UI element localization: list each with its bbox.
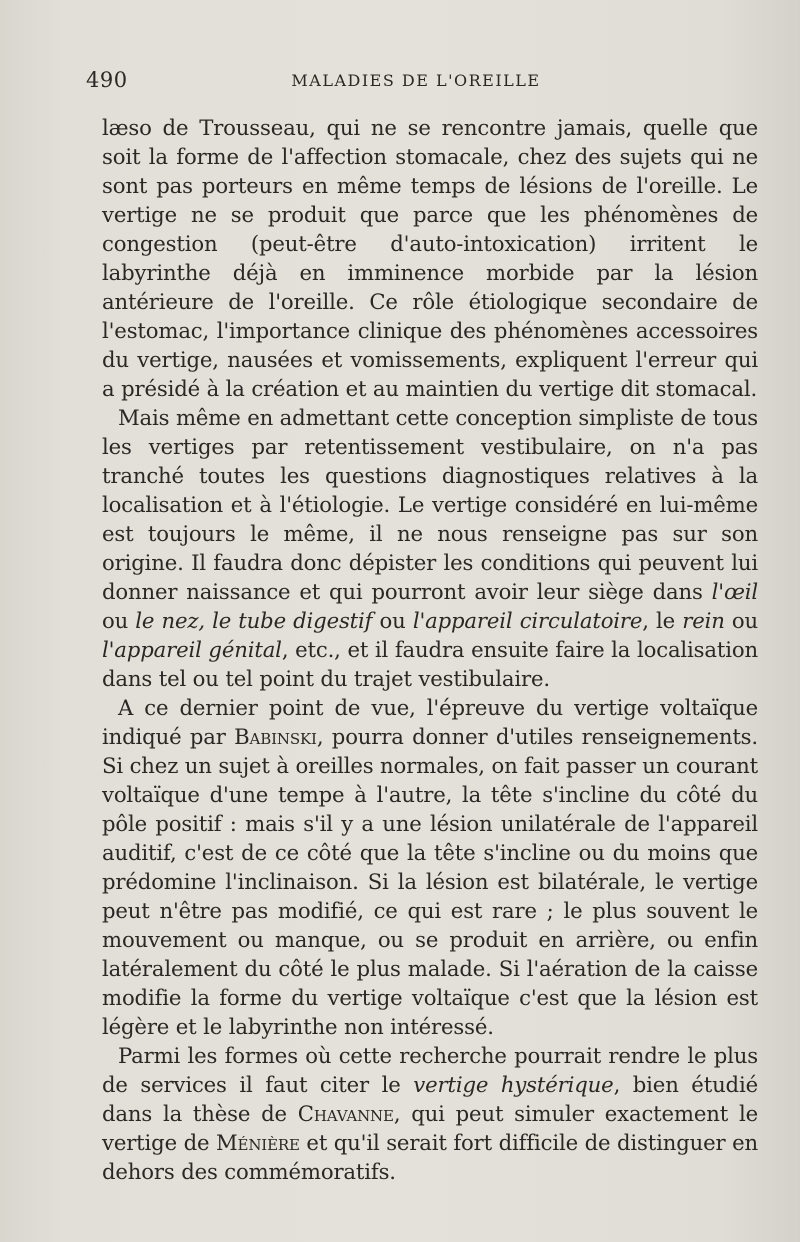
- italic-term-oeil: l'œil: [711, 579, 758, 604]
- text-run: ou: [102, 608, 136, 633]
- text-run: , qui peut simuler exactement le vertige de: [102, 1101, 758, 1155]
- text-run: Parmi les formes où cette recherche pourrait rendre le plus de services il faut citer le: [102, 1043, 758, 1097]
- paragraph-3: [102, 693, 758, 1041]
- italic-term-nez-tube-digestif: le nez, le tube digestif: [135, 608, 373, 633]
- page-header: [86, 68, 746, 98]
- italic-term-vertige-hysterique: vertige hystérique: [413, 1072, 614, 1097]
- text-run: et qu'il serait fort difficile de distinguer en dehors des commémoratifs.: [102, 1130, 759, 1184]
- text-run: Mais même en admettant cette conception simpliste de tous les vertiges par retentissement vestibulaire, on n'a pas tranché toutes les questions diagnostiques relatives à la localisation et à l'étiologie. Le vertige considéré en lui-même est toujours le même, il ne nous renseigne pas sur son origine. Il faudra donc dépister les conditions qui peuvent lui donner naissance et qui pourront avoir leur siège dans: [102, 405, 758, 604]
- author-name-babinski: Babinski: [234, 724, 317, 749]
- paragraph-4: [102, 1041, 758, 1186]
- text-run: , bien étudié dans la thèse de: [102, 1072, 758, 1126]
- page-number: 490: [86, 68, 128, 92]
- text-run: , pourra donner d'utiles renseignements. Si chez un sujet à oreilles normales, on fait passer un courant voltaïque d'une tempe à l'autre, la tête s'incline du côté du pôle positif : mais s'il y a une lésion unilatérale de l'appareil auditif, c'est de ce côté que la tête s'incline ou du moins que prédomine l'inclinaison. Si la lésion est bilatérale, le vertige peut n'être pas modifié, ce qui est rare ; le plus souvent le mouvement ou manque, ou se produit en arrière, ou enfin latéralement du côté le plus malade. Si l'aération de la caisse modifie la forme du vertige voltaïque c'est que la lésion est légère et le labyrinthe non intéressé.: [102, 724, 758, 1039]
- text-run: A ce dernier point de vue, l'épreuve du vertige voltaïque indiqué par: [102, 695, 758, 749]
- body-text: [102, 113, 758, 1186]
- italic-term-appareil-circulatoire: l'appareil circulatoire: [412, 608, 643, 633]
- paragraph-1: læso de Trousseau, qui ne se rencontre jamais, quelle que soit la forme de l'affection stomacale, chez des sujets qui ne sont pas porteurs en même temps de lésions de l'oreille. Le vertige ne se produit que parce que les phénomènes de congestion (peut-être d'auto-intoxication) irritent le labyrinthe déjà en imminence morbide par la lésion antérieure de l'oreille. Ce rôle étiologique secondaire de l'estomac, l'importance clinique des phénomènes accessoires du vertige, nausées et vomissements, expliquent l'erreur qui a présidé à la création et au maintien du vertige dit stomacal.: [102, 115, 758, 401]
- text-run: , etc., et il faudra ensuite faire la localisation dans tel ou tel point du trajet vestibulaire.: [102, 637, 758, 691]
- italic-term-rein: rein: [682, 608, 725, 633]
- author-name-meniere: Ménière: [215, 1130, 300, 1155]
- text-run: ou: [372, 608, 413, 633]
- italic-term-appareil-genital: l'appareil génital: [102, 637, 282, 662]
- author-name-chavanne: Chavanne: [297, 1101, 394, 1126]
- text-run: , le: [642, 608, 683, 633]
- running-title: MALADIES DE L'OREILLE: [291, 71, 541, 90]
- text-run: ou: [724, 608, 759, 633]
- paragraph-2: [102, 403, 758, 693]
